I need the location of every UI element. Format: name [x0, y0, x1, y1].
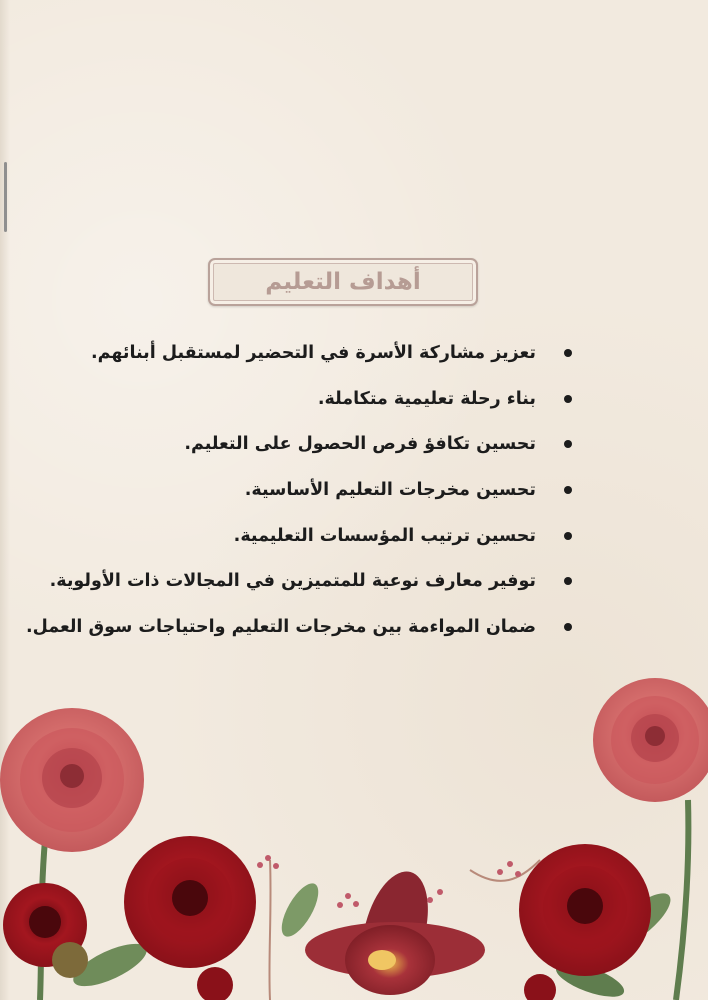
bullet-icon — [564, 532, 572, 540]
scrollbar-thumb[interactable] — [4, 162, 7, 232]
orchid-flower — [305, 864, 485, 995]
goal-text: ضمان المواءمة بين مخرجات التعليم واحتياجات سوق العمل. — [25, 617, 536, 638]
pink-flower-left — [0, 708, 144, 852]
goal-text: تحسين مخرجات التعليم الأساسية. — [244, 480, 536, 501]
floral-border-illustration — [0, 660, 708, 1000]
goal-item — [60, 470, 580, 516]
title-frame — [208, 258, 478, 306]
bullet-icon — [564, 440, 572, 448]
goals-list — [25, 333, 580, 653]
goal-text: بناء رحلة تعليمية متكاملة. — [317, 388, 536, 409]
goal-text: تعزيز مشاركة الأسرة في التحضير لمستقبل أبنائهم. — [90, 343, 536, 363]
goal-text: تحسين تكافؤ فرص الحصول على التعليم. — [184, 434, 536, 455]
goal-item — [25, 607, 580, 653]
goal-item — [60, 379, 580, 425]
bullet-icon — [564, 395, 572, 403]
goal-item — [60, 516, 580, 562]
goal-item — [60, 333, 580, 379]
bullet-icon — [564, 349, 572, 357]
bullet-icon — [564, 577, 572, 585]
goal-item — [60, 424, 580, 470]
pink-flower-right — [593, 678, 708, 802]
goal-item — [49, 561, 580, 607]
goal-text: تحسين ترتيب المؤسسات التعليمية. — [233, 525, 536, 546]
bullet-icon — [564, 623, 572, 631]
page-title: أهداف التعليم — [265, 269, 421, 295]
red-flower-center-left — [124, 836, 256, 968]
bullet-icon — [564, 486, 572, 494]
red-flower-right — [519, 844, 651, 976]
goal-text: توفير معارف نوعية للمتميزين في المجالات ذات الأولوية. — [49, 571, 536, 592]
